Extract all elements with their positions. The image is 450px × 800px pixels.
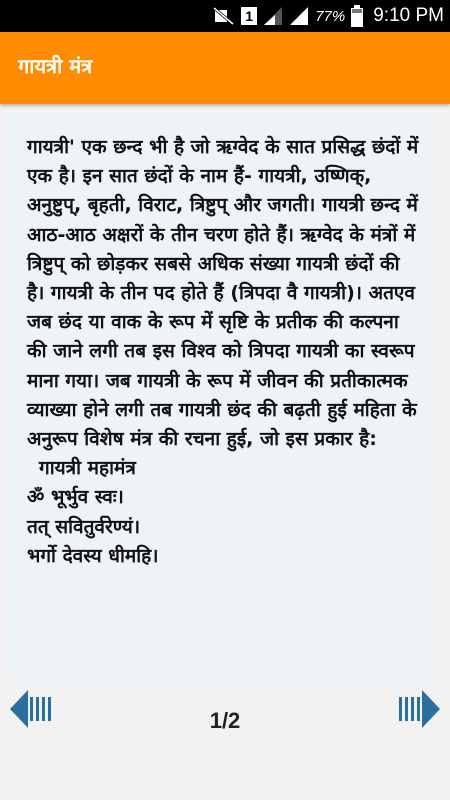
verse-line: ॐ भूर्भुव स्वः। bbox=[27, 486, 124, 509]
verse-heading: गायत्री महामंत्र bbox=[39, 457, 136, 480]
next-page-button[interactable] bbox=[392, 688, 442, 730]
status-icons bbox=[213, 0, 444, 32]
mute-icon bbox=[213, 7, 235, 25]
page-indicator: 1/2 bbox=[209, 708, 241, 733]
wifi-icon bbox=[289, 6, 309, 26]
article-paragraph: गायत्री' एक छन्द भी है जो ऋग्वेद के सात प्रसिद्ध छंदों में एक है। इन सात छंदों के नाम हैं- गायत्री, उष्णिक्, अनुष्टुप्, बृहती, विराट, त्रिष्टुप् और जगती। गायत्री छन्द में आठ-आठ अक्षरों के तीन चरण होते हैं। ऋग्वेद के मंत्रों में त्रिष्टुप् को छोड़कर सबसे अधिक संख्या गायत्री छंदों की है। गायत्री के तीन पद होते हैं (त्रिपदा वै गायत्री)। अतएव जब छंद या वाक के रूप में सृष्टि के प्रतीक की कल्पना की जाने लगी तब इस विश्व को त्रिपदा गायत्री का स्वरूप माना गया। जब गायत्री के रूप में जीवन की प्रतीकात्मक व्याख्या होने लगी तब गायत्री छंद की बढ़ती हुई महिता के अनुरूप विशेष मंत्र की रचना हुई, जो इस प्रकार है: bbox=[27, 136, 419, 451]
status-clock: 9:10 PM bbox=[373, 5, 444, 26]
article-text bbox=[9, 111, 429, 571]
battery-icon bbox=[351, 5, 363, 27]
content-card[interactable] bbox=[9, 111, 429, 686]
verse-line: भर्गो देवस्य धीमहि। bbox=[27, 544, 159, 567]
app-bar bbox=[0, 32, 450, 104]
signal-icon bbox=[263, 6, 283, 26]
sim-icon: 1 bbox=[241, 7, 257, 25]
verse-line: तत् सवितुर्वरेण्यं। bbox=[27, 515, 141, 538]
battery-percent: 77% bbox=[315, 7, 346, 25]
page-title: गायत्री मंत्र bbox=[18, 54, 93, 78]
status-bar bbox=[0, 0, 450, 32]
pager bbox=[0, 686, 450, 756]
next-page-arrow-icon bbox=[392, 688, 442, 730]
